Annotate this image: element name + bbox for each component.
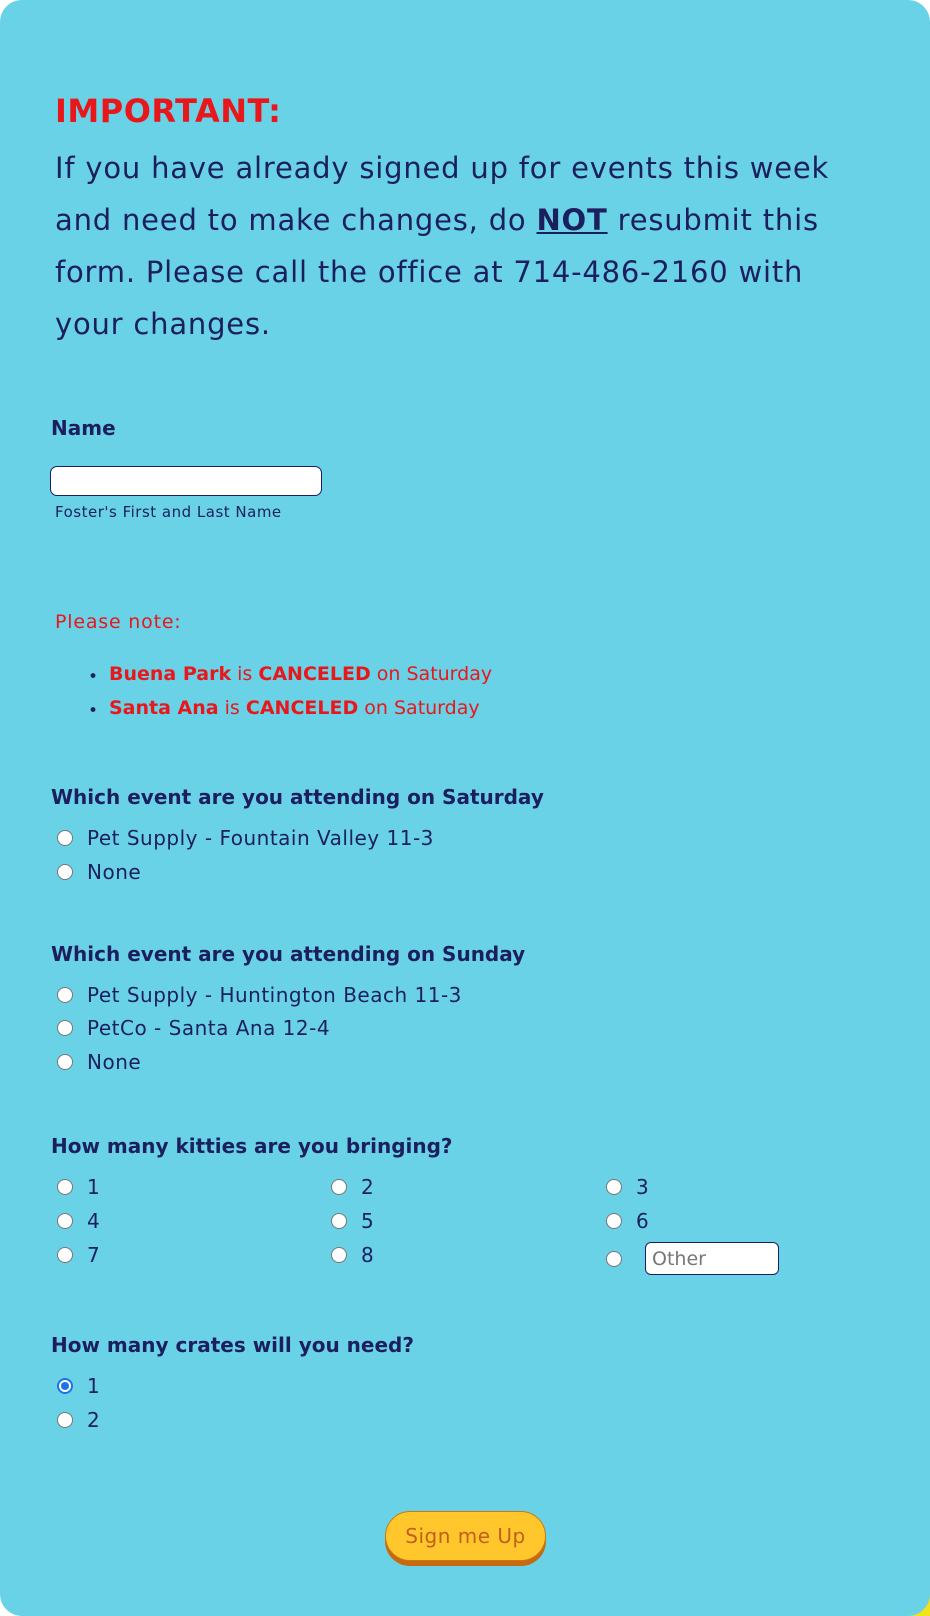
- note-status: CANCELED: [245, 697, 359, 719]
- important-message-emphasis: NOT: [536, 203, 608, 237]
- radio-button[interactable]: [57, 1054, 73, 1070]
- note-item: [88, 663, 492, 697]
- kitties-option[interactable]: [57, 1175, 100, 1199]
- crates-option[interactable]: [57, 1408, 100, 1432]
- saturday-option[interactable]: [57, 860, 141, 884]
- option-label: Pet Supply - Huntington Beach 11-3: [87, 983, 462, 1007]
- sunday-option[interactable]: [57, 983, 462, 1007]
- kitties-option[interactable]: [331, 1243, 374, 1267]
- sunday-option[interactable]: [57, 1050, 141, 1074]
- radio-button[interactable]: [57, 830, 73, 846]
- important-message-start: If you have already signed up for events this week and need to make changes, do: [55, 151, 830, 237]
- bullet-icon: •: [88, 667, 99, 687]
- kitties-option[interactable]: [331, 1175, 374, 1199]
- note-location: Santa Ana: [109, 697, 219, 719]
- option-label: 6: [636, 1209, 650, 1233]
- saturday-option[interactable]: [57, 826, 434, 850]
- radio-button[interactable]: [606, 1213, 622, 1229]
- option-label: 2: [361, 1175, 375, 1199]
- kitties-other-option[interactable]: [606, 1251, 636, 1267]
- radio-button[interactable]: [57, 1020, 73, 1036]
- radio-button-selected[interactable]: [57, 1378, 73, 1394]
- radio-button[interactable]: [331, 1247, 347, 1263]
- radio-button[interactable]: [57, 864, 73, 880]
- note-status: CANCELED: [258, 663, 371, 685]
- sunday-option[interactable]: [57, 1016, 330, 1040]
- crates-label: How many crates will you need?: [51, 1333, 414, 1357]
- name-hint: Foster's First and Last Name: [55, 503, 282, 521]
- important-message-end: resubmit this form. Please call the office at 714-486-2160 with your changes.: [55, 203, 819, 341]
- important-message: [55, 142, 875, 350]
- note-list: [88, 663, 492, 731]
- option-label: 2: [87, 1408, 101, 1432]
- kitties-option[interactable]: [57, 1243, 100, 1267]
- note-is: is: [237, 663, 253, 685]
- option-label: PetCo - Santa Ana 12-4: [87, 1016, 331, 1040]
- crates-option[interactable]: [57, 1374, 100, 1398]
- option-label: 4: [87, 1209, 101, 1233]
- note-day: on Saturday: [364, 697, 480, 719]
- important-title: IMPORTANT:: [55, 92, 282, 130]
- option-label: 7: [87, 1243, 101, 1267]
- kitties-option[interactable]: [57, 1209, 100, 1233]
- bullet-icon: •: [88, 701, 99, 721]
- radio-button[interactable]: [57, 1213, 73, 1229]
- saturday-label: Which event are you attending on Saturday: [51, 785, 544, 809]
- sunday-label: Which event are you attending on Sunday: [51, 942, 526, 966]
- kitties-other-input[interactable]: [645, 1242, 779, 1275]
- radio-button[interactable]: [331, 1179, 347, 1195]
- option-label: 5: [361, 1209, 375, 1233]
- option-label: None: [87, 1050, 142, 1074]
- option-label: Pet Supply - Fountain Valley 11-3: [87, 826, 434, 850]
- name-input[interactable]: [50, 466, 322, 496]
- radio-button[interactable]: [606, 1251, 622, 1267]
- option-label: 3: [636, 1175, 650, 1199]
- radio-button[interactable]: [57, 1179, 73, 1195]
- note-location: Buena Park: [109, 663, 232, 685]
- kitties-label: How many kitties are you bringing?: [51, 1134, 453, 1158]
- option-label: None: [87, 860, 142, 884]
- note-title: Please note:: [55, 611, 182, 633]
- name-label: Name: [51, 416, 116, 440]
- note-is: is: [224, 697, 240, 719]
- sign-me-up-button[interactable]: Sign me Up: [385, 1511, 546, 1561]
- kitties-option[interactable]: [606, 1175, 649, 1199]
- kitties-option[interactable]: [331, 1209, 374, 1233]
- radio-button[interactable]: [331, 1213, 347, 1229]
- radio-button[interactable]: [57, 987, 73, 1003]
- radio-button[interactable]: [57, 1247, 73, 1263]
- note-item: [88, 697, 492, 731]
- note-day: on Saturday: [376, 663, 493, 685]
- option-label: 8: [361, 1243, 375, 1267]
- radio-button[interactable]: [57, 1412, 73, 1428]
- kitties-option[interactable]: [606, 1209, 649, 1233]
- option-label: 1: [87, 1374, 101, 1398]
- option-label: 1: [87, 1175, 101, 1199]
- radio-button[interactable]: [606, 1179, 622, 1195]
